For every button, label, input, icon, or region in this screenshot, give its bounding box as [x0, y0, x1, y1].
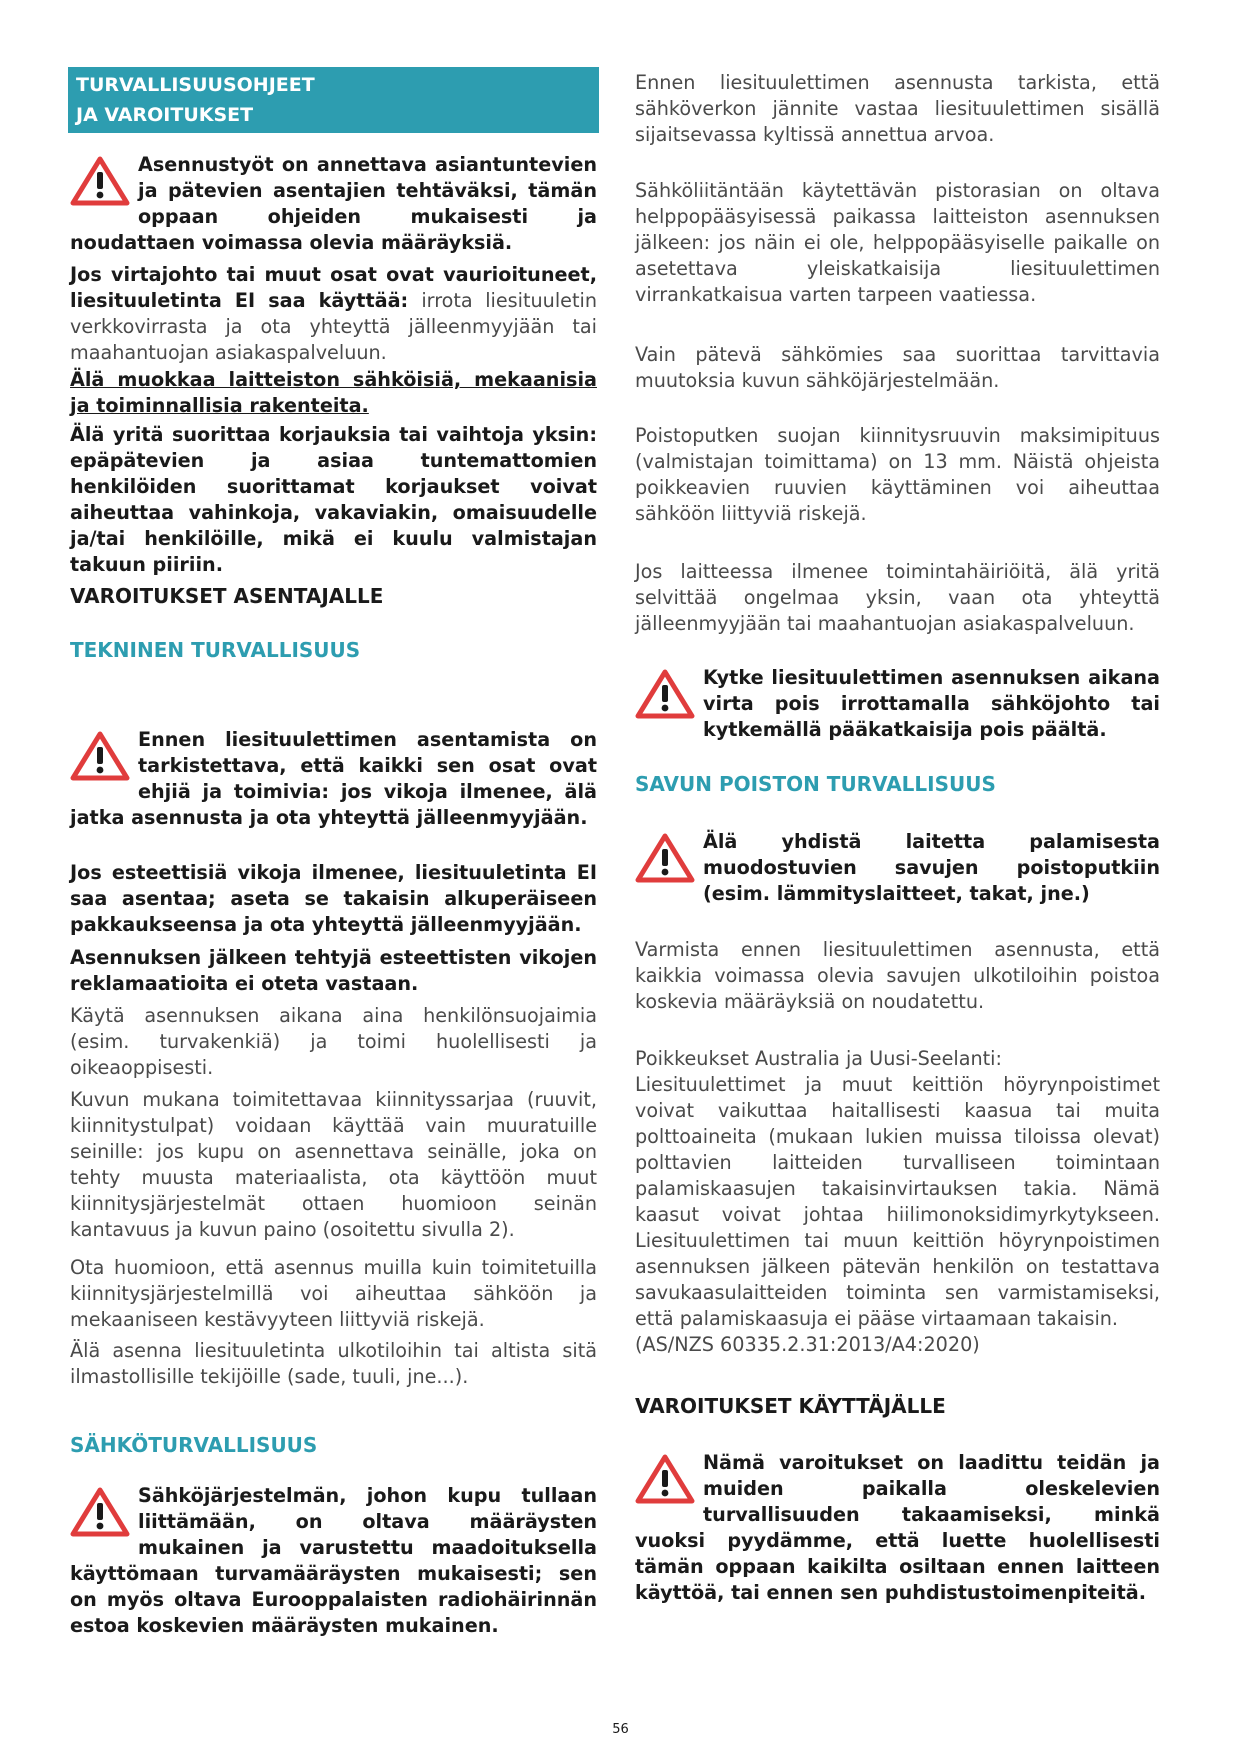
heading-user-warnings: VAROITUKSET KÄYTTÄJÄLLE	[635, 1394, 946, 1418]
paragraph-voltage-check: Ennen liesituulettimen asennusta tarkista, että sähköverkon jännite vastaa liesituulettimen sisällä sijaitsevassa kyltissä annettua arvoa.	[635, 71, 1160, 146]
paragraph-aesthetic-defects: Jos esteettisiä vikoja ilmenee, liesituuletinta EI saa asentaa; aseta se takaisin alkuperäiseen pakkaukseensa ja ota yhteyttä jälleenmyyjään.	[70, 861, 597, 936]
paragraph-smoke-regulations: Varmista ennen liesituulettimen asennusta, että kaikkia voimassa olevia savujen ulkotiloihin poistoa koskevia määräyksiä on noudatettu.	[635, 938, 1160, 1013]
warning-text: Nämä varoitukset on laadittu teidän ja muiden paikalla oleskelevien turvallisuuden takaamiseksi, minkä vuoksi pyydämme, että luette huolellisesti tämän oppaan kaikilta osiltaan ennen laitteen käyttöä, tai ennen sen puhdistustoimenpiteitä.	[635, 1451, 1160, 1604]
banner-line-2: JA VAROITUKSET	[76, 104, 254, 126]
warning-block-installers	[70, 152, 597, 256]
page-number: 56	[612, 1722, 629, 1737]
warning-text: Sähköjärjestelmän, johon kupu tullaan liittämään, on oltava määräysten mukainen ja varustettu maadoituksella käyttömaan turvamääräysten mukaisesti; sen on myös oltava Eurooppalaisten radiohäirinnän estoa koskevien määräysten mukainen.	[70, 1484, 597, 1637]
warning-triangle-icon	[70, 1487, 130, 1539]
paragraph-malfunctions: Jos laitteessa ilmenee toimintahäiriöitä, älä yritä selvittää ongelmaa yksin, vaan ota yhteyttä jälleenmyyjään tai maahantuojan asiakaspalveluun.	[635, 560, 1160, 635]
paragraph-standard-reference: (AS/NZS 60335.2.31:2013/A4:2020)	[635, 1333, 980, 1356]
paragraph-exceptions-body: Liesituulettimet ja muut keittiön höyrynpoistimet voivat vaikuttaa haitallisesti kaasua tai muita polttoaineita (mukaan lukien muissa tiloissa olevat) polttavien laitteiden turvalliseen toimintaan palamiskaasujen takaisinvirtauksen takia. Nämä kaasut voivat johtaa hiilimonoksidimyrkytykseen. Liesituulettimen tai muun keittiön höyrynpoistimen asennuksen jälkeen pätevän henkilön on testattava savukaasulaitteiden toiminta sen varmistamiseksi, että palamiskaasuja ei pääse virtaamaan takaisin.	[635, 1073, 1160, 1330]
heading-installer-warnings: VAROITUKSET ASENTAJALLE	[70, 584, 384, 608]
paragraph-light-part: irrota liesituuletin verkkovirrasta ja ota yhteyttä jälleenmyyjään tai maahantuojan asiakaspalveluun.	[70, 289, 597, 364]
warning-triangle-icon	[70, 156, 130, 208]
heading-technical-safety: TEKNINEN TURVALLISUUS	[70, 638, 361, 662]
warning-block-power-off	[635, 665, 1160, 743]
warning-text: Asennustyöt on annettava asiantuntevien ja pätevien asentajien tehtäväksi, tämän oppaan ohjeiden mukaisesti ja noudattaen voimassa olevia määräyksiä.	[70, 153, 597, 254]
paragraph-protective-gear: Käytä asennuksen aikana aina henkilönsuojaimia (esim. turvakenkiä) ja toimi huolellisesti ja oikeaoppisesti.	[70, 1004, 597, 1079]
paragraph-fixing-kit: Kuvun mukana toimitettavaa kiinnityssarjaa (ruuvit, kiinnitystulpat) voidaan käyttää vain muuratuille seinille: jos kupu on asennettava seinälle, joka on tehty muusta materiaalista, ota käyttöön muut kiinnitysjärjestelmät ottaen huomioon seinän kantavuus ja kuvun paino (osoitettu sivulla 2).	[70, 1088, 597, 1241]
paragraph-socket-access: Sähköliitäntään käytettävän pistorasian on oltava helppopääsyisessä paikassa laitteiston asennuksen jälkeen: jos näin ei ole, helppopääsyiselle paikalle on asetettava yleiskatkaisija liesituulettimen virrankatkaisua varten tarpeen vaatiessa.	[635, 179, 1160, 306]
warning-triangle-icon	[635, 669, 695, 721]
warning-block-flue	[635, 829, 1160, 907]
heading-electrical-safety: SÄHKÖTURVALLISUUS	[70, 1433, 318, 1457]
paragraph-no-claims: Asennuksen jälkeen tehtyjä esteettisten vikojen reklamaatioita ei oteta vastaan.	[70, 946, 597, 995]
paragraph-damaged-cord	[70, 262, 597, 366]
banner-line-1: TURVALLISUUSOHJEET	[76, 74, 315, 96]
heading-smoke-safety: SAVUN POISTON TURVALLISUUS	[635, 772, 996, 796]
warning-block-check-parts	[70, 727, 597, 831]
paragraph-no-outdoor: Älä asenna liesituuletinta ulkotiloihin tai altista sitä ilmastollisille tekijöille (sade, tuuli, jne...).	[70, 1339, 597, 1388]
paragraph-exceptions-title: Poikkeukset Australia ja Uusi-Seelanti:	[635, 1047, 1002, 1070]
section-banner	[68, 67, 599, 133]
warning-text: Älä yhdistä laitetta palamisesta muodostuvien savujen poistoputkiin (esim. lämmityslaitteet, takat, jne.)	[703, 830, 1160, 905]
warning-block-users	[635, 1450, 1160, 1606]
warning-text: Ennen liesituulettimen asentamista on tarkistettava, että kaikki sen osat ovat ehjiä ja toimivia: jos vikoja ilmenee, älä jatka asennusta ja ota yhteyttä jälleenmyyjään.	[70, 728, 597, 829]
paragraph-electrician-only: Vain pätevä sähkömies saa suorittaa tarvittavia muutoksia kuvun sähköjärjestelmään.	[635, 343, 1160, 392]
paragraph-no-modifications: Älä muokkaa laitteiston sähköisiä, mekaanisia ja toiminnallisia rakenteita.	[70, 368, 597, 417]
warning-triangle-icon	[635, 1454, 695, 1506]
warning-text: Kytke liesituulettimen asennuksen aikana virta pois irrottamalla sähköjohto tai kytkemällä pääkatkaisija pois päältä.	[703, 666, 1160, 741]
warning-triangle-icon	[635, 833, 695, 885]
section-australia-nz	[635, 1046, 1160, 1358]
paragraph-other-fixings: Ota huomioon, että asennus muilla kuin toimitetuilla kiinnitysjärjestelmillä voi aiheuttaa sähköön ja mekaaniseen kestävyyteen liittyviä riskejä.	[70, 1256, 597, 1331]
paragraph-bold-part: Jos virtajohto tai muut osat ovat vaurioituneet, liesituuletinta EI saa käyttää:	[70, 263, 597, 312]
warning-triangle-icon	[70, 731, 130, 783]
paragraph-screw-length: Poistoputken suojan kiinnitysruuvin maksimipituus (valmistajan toimittama) on 13 mm. Näistä ohjeista poikkeavien ruuvien käyttäminen voi aiheuttaa sähköön liittyviä riskejä.	[635, 424, 1160, 525]
paragraph-no-repairs: Älä yritä suorittaa korjauksia tai vaihtoja yksin: epäpätevien ja asiaa tuntemattomien henkilöiden suorittamat korjaukset voivat aiheuttaa vahinkoja, vakaviakin, omaisuudelle ja/tai henkilöille, mikä ei kuulu valmistajan takuun piiriin.	[70, 423, 597, 576]
warning-block-grounding	[70, 1483, 597, 1639]
